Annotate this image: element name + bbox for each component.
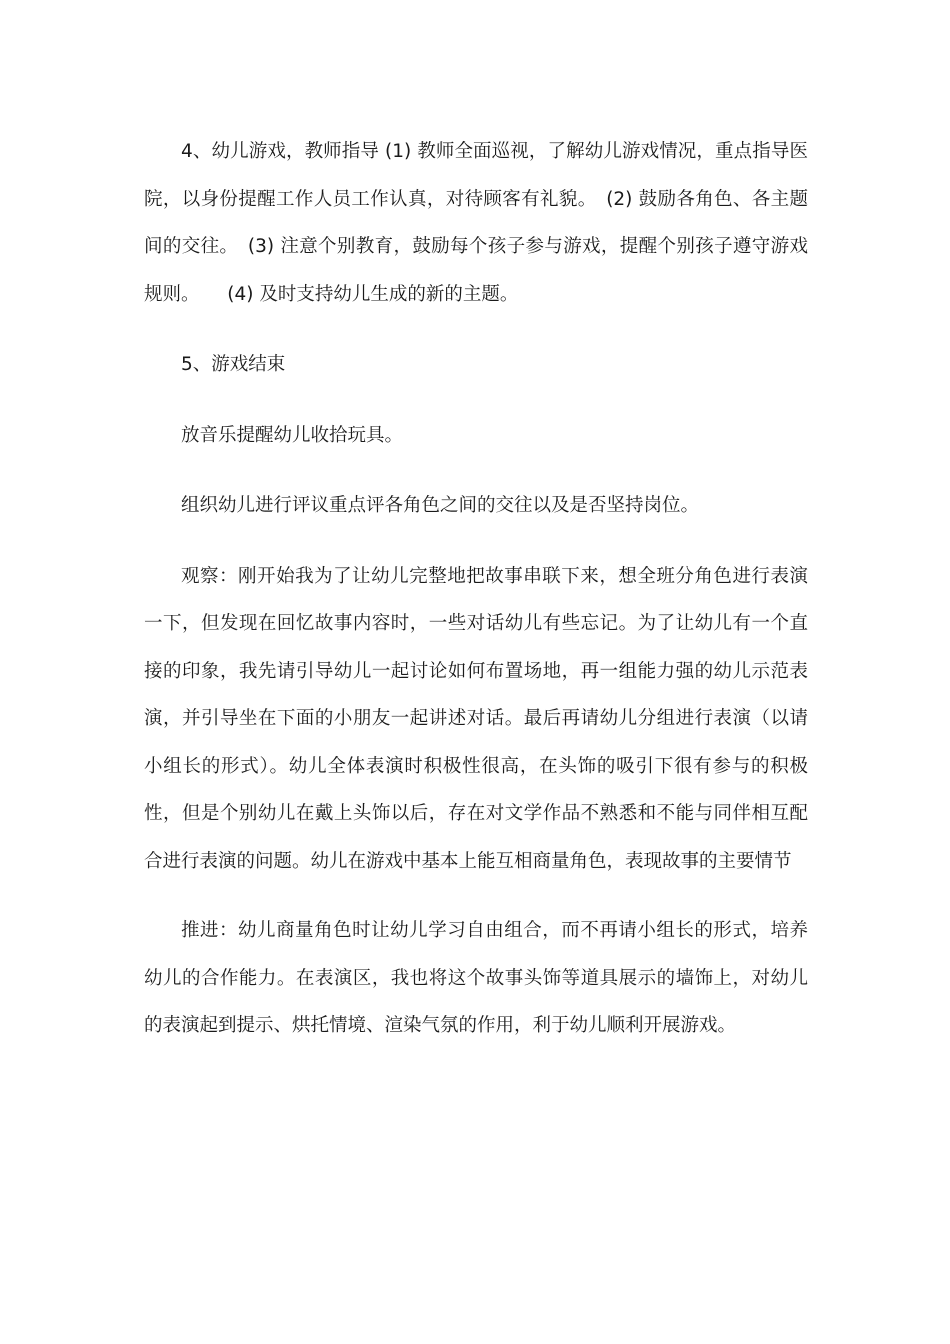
paragraph-game-end-heading: 5、游戏结束 xyxy=(181,354,286,375)
paragraph-evaluation: 组织幼儿进行评议重点评各角色之间的交往以及是否坚持岗位。 xyxy=(181,495,700,516)
document-body xyxy=(144,128,808,1050)
paragraph-observation: 观察：刚开始我为了让幼儿完整地把故事串联下来，想全班分角色进行表演一下，但发现在回忆故事内容时，一些对话幼儿有些忘记。为了让幼儿有一个直接的印象，我先请引导幼儿一起讨论如何布置场地，再一组能力强的幼儿示范表演，并引导坐在下面的小朋友一起讲述对话。最后再请幼儿分组进行表演（以请小组长的形式）。幼儿全体表演时积极性很高，在头饰的吸引下很有参与的积极性，但是个别幼儿在戴上头饰以后，存在对文学作品不熟悉和不能与同伴相互配合进行表演的问题。幼儿在游戏中基本上能互相商量角色，表现故事的主要情节 xyxy=(144,565,808,872)
paragraph-music-reminder: 放音乐提醒幼儿收拾玩具。 xyxy=(181,424,404,446)
paragraph-advancement: 推进：幼儿商量角色时让幼儿学习自由组合，而不再请小组长的形式，培养幼儿的合作能力。在表演区，我也将这个故事头饰等道具展示的墙饰上，对幼儿的表演起到提示、烘托情境、渲染气氛的作用，利于幼儿顺利开展游戏。 xyxy=(144,920,808,1036)
paragraph-game-guidance: 4、幼儿游戏，教师指导 (1) 教师全面巡视，了解幼儿游戏情况，重点指导医院，以身份提醒工作人员工作认真，对待顾客有礼貌。 (2) 鼓励各角色、各主题间的交往。 (3) 注意个别教育，鼓励每个孩子参与游戏，提醒个别孩子遵守游戏规则。 (4) 及时支持幼儿生成的新的主题。 xyxy=(144,141,808,305)
